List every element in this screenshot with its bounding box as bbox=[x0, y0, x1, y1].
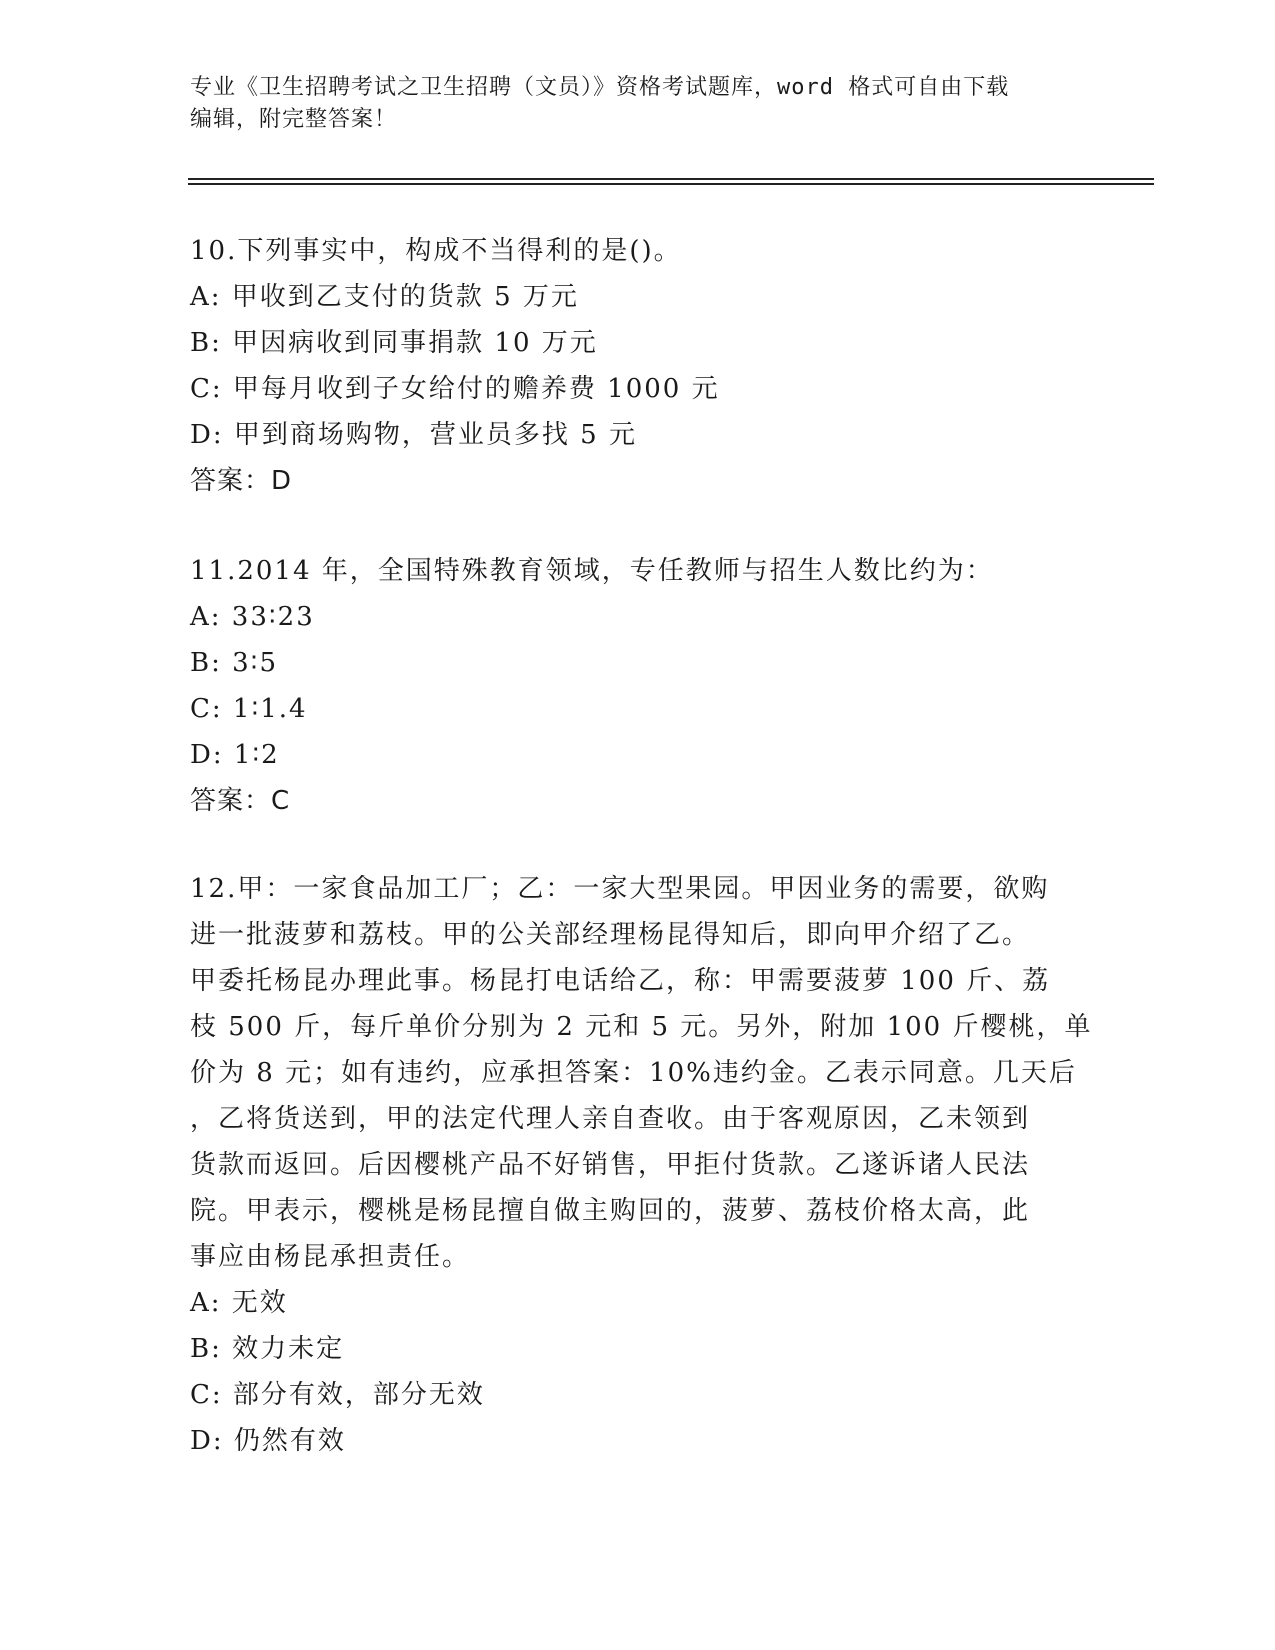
document-header bbox=[190, 72, 1090, 136]
option-a: A: 无效 bbox=[190, 1288, 288, 1318]
option-b: B: 甲因病收到同事捐款 10 万元 bbox=[190, 328, 598, 358]
option-b: B: 效力未定 bbox=[190, 1334, 345, 1364]
question-stem-line: 12.甲：一家食品加工厂；乙：一家大型果园。甲因业务的需要，欲购 bbox=[190, 874, 1050, 904]
header-line-1: 专业《卫生招聘考试之卫生招聘（文员）》资格考试题库，word 格式可自由下载 bbox=[190, 75, 1010, 100]
option-d: D: 甲到商场购物，营业员多找 5 元 bbox=[190, 420, 637, 450]
option-c: C: 甲每月收到子女给付的赡养费 1000 元 bbox=[190, 374, 720, 404]
option-c: C: 部分有效，部分无效 bbox=[190, 1380, 485, 1410]
question-stem-line: 进一批菠萝和荔枝。甲的公关部经理杨昆得知后，即向甲介绍了乙。 bbox=[190, 920, 1031, 950]
question-10 bbox=[190, 228, 1090, 504]
answer-text: 答案：C bbox=[190, 786, 291, 816]
question-stem-line: 院。甲表示，樱桃是杨昆擅自做主购回的，菠萝、荔枝价格太高，此 bbox=[190, 1196, 1031, 1226]
option-c: C: 1∶1.4 bbox=[190, 694, 308, 724]
question-stem-line: 甲委托杨昆办理此事。杨昆打电话给乙，称：甲需要菠萝 100 斤、荔 bbox=[190, 966, 1051, 996]
header-divider-bottom bbox=[188, 183, 1154, 185]
question-stem: 10.下列事实中，构成不当得利的是()。 bbox=[190, 236, 682, 266]
option-d: D: 1∶2 bbox=[190, 740, 280, 770]
option-d: D: 仍然有效 bbox=[190, 1426, 346, 1456]
option-a: A: 甲收到乙支付的货款 5 万元 bbox=[190, 282, 579, 312]
question-stem-line: 枝 500 斤，每斤单价分别为 2 元和 5 元。另外，附加 100 斤樱桃，单 bbox=[190, 1012, 1093, 1042]
question-12 bbox=[190, 866, 1093, 1464]
question-stem: 11.2014 年，全国特殊教育领域，专任教师与招生人数比约为： bbox=[190, 556, 994, 586]
answer-text: 答案：D bbox=[190, 466, 293, 496]
question-stem-line: ，乙将货送到，甲的法定代理人亲自查收。由于客观原因，乙未领到 bbox=[190, 1104, 1031, 1134]
header-divider-top bbox=[188, 178, 1154, 180]
question-stem-line: 事应由杨昆承担责任。 bbox=[190, 1242, 471, 1272]
option-b: B: 3∶5 bbox=[190, 648, 278, 678]
question-stem-line: 价为 8 元；如有违约，应承担答案：10%违约金。乙表示同意。几天后 bbox=[190, 1058, 1077, 1088]
header-line-2: 编辑，附完整答案！ bbox=[190, 107, 398, 132]
question-11 bbox=[190, 548, 1090, 824]
question-stem-line: 货款而返回。后因樱桃产品不好销售，甲拒付货款。乙遂诉诸人民法 bbox=[190, 1150, 1031, 1180]
option-a: A: 33∶23 bbox=[190, 602, 315, 632]
